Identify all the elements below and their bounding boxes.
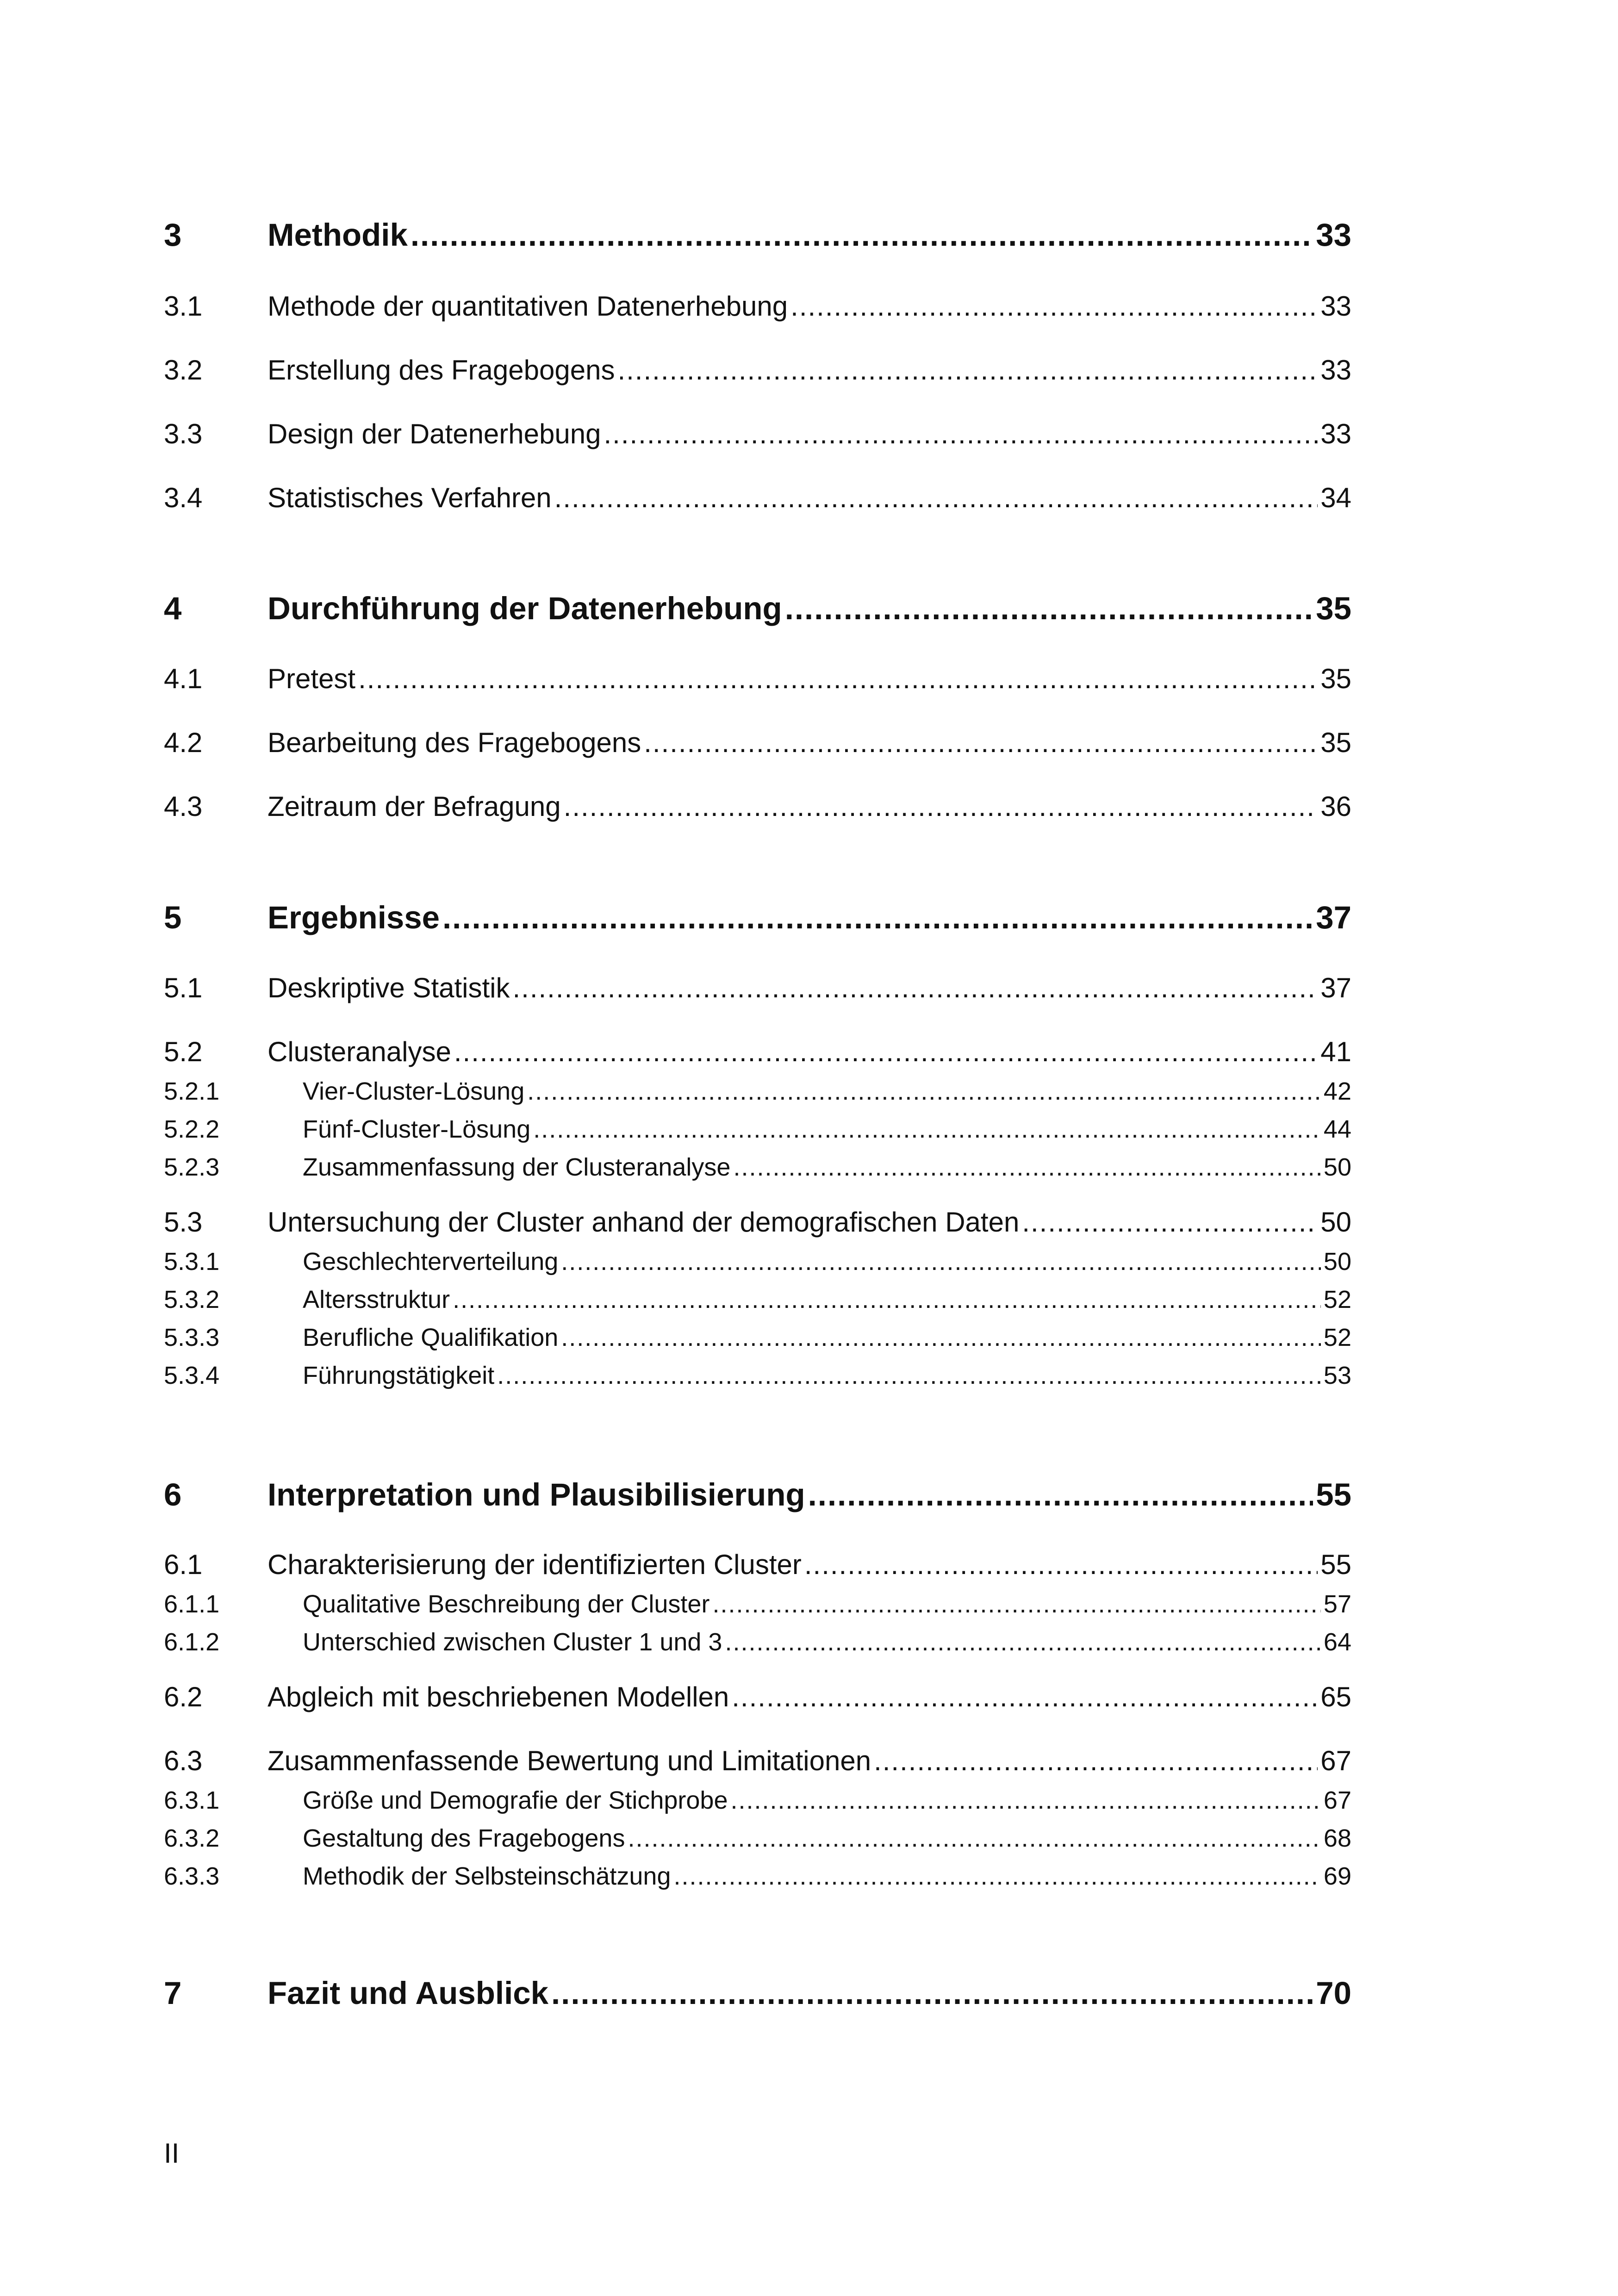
dot-leader: [454, 1036, 1318, 1068]
toc-subsection[interactable]: [164, 1153, 1351, 1182]
toc-section[interactable]: [164, 1681, 1351, 1713]
toc-title: Geschlechterverteilung: [303, 1248, 559, 1276]
toc-title: Qualitative Beschreibung der Cluster: [303, 1590, 710, 1618]
dot-leader: [561, 1247, 1321, 1276]
toc-title: Erstellung des Fragebogens: [268, 355, 615, 386]
toc-subsection[interactable]: [164, 1824, 1351, 1853]
toc-section[interactable]: [164, 482, 1351, 514]
toc-title: Ergebnisse: [268, 900, 440, 935]
page-number: II: [164, 2138, 180, 2169]
toc-number: 3.2: [164, 355, 203, 386]
dot-leader: [644, 727, 1318, 759]
toc-number: 5: [164, 900, 182, 935]
toc-number: 4.3: [164, 791, 203, 822]
toc-number: 6.3: [164, 1745, 203, 1776]
toc-subsection[interactable]: [164, 1077, 1351, 1106]
toc-number: 5.3: [164, 1207, 203, 1238]
dot-leader: [785, 590, 1313, 627]
toc-subsection[interactable]: [164, 1628, 1351, 1656]
toc-number: 5.3.1: [164, 1248, 220, 1276]
dot-leader: [732, 1681, 1318, 1713]
toc-page: 57: [1323, 1590, 1351, 1618]
toc-subsection[interactable]: [164, 1862, 1351, 1891]
toc-number: 5.3.2: [164, 1286, 220, 1313]
dot-leader: [358, 663, 1318, 695]
dot-leader: [442, 899, 1313, 936]
toc-number: 5.1: [164, 972, 203, 1003]
dot-leader: [561, 1323, 1321, 1352]
toc-section[interactable]: [164, 418, 1351, 450]
toc-number: 3.4: [164, 482, 203, 513]
toc-page: 64: [1323, 1628, 1351, 1656]
toc-page: 65: [1320, 1681, 1351, 1712]
toc-number: 5.2.1: [164, 1077, 220, 1105]
toc-title: Clusteranalyse: [268, 1036, 451, 1067]
toc-title: Berufliche Qualifikation: [303, 1324, 559, 1351]
toc-page: 50: [1320, 1207, 1351, 1238]
toc-page: 53: [1323, 1362, 1351, 1389]
toc-number: 7: [164, 1975, 182, 2011]
toc-page: 50: [1323, 1153, 1351, 1181]
dot-leader: [512, 972, 1318, 1004]
toc-subsection[interactable]: [164, 1285, 1351, 1314]
toc-page: 50: [1323, 1248, 1351, 1276]
toc-title: Zusammenfassende Bewertung und Limitationen: [268, 1745, 871, 1776]
toc-title: Fazit und Ausblick: [268, 1975, 548, 2011]
dot-leader: [712, 1590, 1320, 1618]
toc-page: 36: [1320, 791, 1351, 822]
dot-leader: [604, 418, 1318, 450]
toc-section[interactable]: [164, 790, 1351, 822]
toc-chapter[interactable]: [164, 1476, 1351, 1513]
toc-section[interactable]: [164, 972, 1351, 1004]
toc-title: Interpretation und Plausibilisierung: [268, 1477, 805, 1512]
toc-title: Design der Datenerhebung: [268, 418, 601, 449]
dot-leader: [804, 1549, 1318, 1580]
toc-page: 37: [1316, 900, 1351, 935]
toc-page: 70: [1316, 1975, 1351, 2011]
toc-number: 6.3.3: [164, 1862, 220, 1890]
toc-section[interactable]: [164, 663, 1351, 695]
toc-section[interactable]: [164, 1206, 1351, 1238]
toc-title: Altersstruktur: [303, 1286, 450, 1313]
toc-title: Zeitraum der Befragung: [268, 791, 561, 822]
toc-page: 69: [1323, 1862, 1351, 1890]
dot-leader: [554, 482, 1318, 514]
toc-title: Vier-Cluster-Lösung: [303, 1077, 525, 1105]
toc-page: 33: [1320, 418, 1351, 449]
toc-number: 5.2.3: [164, 1153, 220, 1181]
toc-chapter[interactable]: [164, 899, 1351, 936]
dot-leader: [617, 354, 1318, 386]
toc-page: 35: [1320, 663, 1351, 694]
dot-leader: [533, 1115, 1321, 1144]
toc-number: 5.2.2: [164, 1115, 220, 1143]
toc-page: 42: [1323, 1077, 1351, 1105]
toc-page: 34: [1320, 482, 1351, 513]
toc-page: 52: [1323, 1286, 1351, 1313]
toc-number: 4.2: [164, 727, 203, 758]
toc-title: Statistisches Verfahren: [268, 482, 552, 513]
dot-leader: [730, 1786, 1320, 1815]
toc-number: 6.2: [164, 1681, 203, 1712]
dot-leader: [1022, 1206, 1318, 1238]
toc-number: 3: [164, 217, 182, 253]
toc-subsection[interactable]: [164, 1247, 1351, 1276]
toc-section[interactable]: [164, 1549, 1351, 1580]
toc-title: Führungstätigkeit: [303, 1362, 495, 1389]
toc-number: 3.1: [164, 291, 203, 322]
toc-section[interactable]: [164, 727, 1351, 759]
toc-title: Bearbeitung des Fragebogens: [268, 727, 641, 758]
toc-number: 5.3.4: [164, 1362, 220, 1389]
toc-title: Untersuchung der Cluster anhand der demografischen Daten: [268, 1207, 1020, 1238]
toc-page: 41: [1320, 1036, 1351, 1067]
toc-title: Zusammenfassung der Clusteranalyse: [303, 1153, 731, 1181]
toc-number: 6.1.1: [164, 1590, 220, 1618]
toc-number: 6.3.1: [164, 1786, 220, 1814]
toc-title: Durchführung der Datenerhebung: [268, 591, 782, 626]
toc-page: 55: [1316, 1477, 1351, 1512]
dot-leader: [673, 1862, 1320, 1891]
toc-section[interactable]: [164, 1036, 1351, 1068]
toc-subsection[interactable]: [164, 1115, 1351, 1144]
toc-title: Abgleich mit beschriebenen Modellen: [268, 1681, 729, 1712]
toc-number: 6.1.2: [164, 1628, 220, 1656]
dot-leader: [790, 290, 1318, 322]
toc-number: 4: [164, 591, 182, 626]
toc-page: 33: [1316, 217, 1351, 253]
dot-leader: [527, 1077, 1321, 1106]
toc-number: 5.3.3: [164, 1324, 220, 1351]
toc-page: 52: [1323, 1324, 1351, 1351]
toc-subsection[interactable]: [164, 1361, 1351, 1390]
toc-number: 6: [164, 1477, 182, 1512]
dot-leader: [874, 1745, 1318, 1777]
toc-page: 33: [1320, 355, 1351, 386]
toc-title: Methode der quantitativen Datenerhebung: [268, 291, 788, 322]
toc-title: Deskriptive Statistik: [268, 972, 510, 1003]
toc-title: Methodik der Selbsteinschätzung: [303, 1862, 671, 1890]
dot-leader: [564, 790, 1318, 822]
toc-number: 3.3: [164, 418, 203, 449]
toc-page: 68: [1323, 1824, 1351, 1852]
toc-page: 35: [1320, 727, 1351, 758]
toc-page: 67: [1323, 1786, 1351, 1814]
toc-number: 5.2: [164, 1036, 203, 1067]
toc-title: Unterschied zwischen Cluster 1 und 3: [303, 1628, 722, 1656]
toc-section[interactable]: [164, 1745, 1351, 1777]
toc-title: Pretest: [268, 663, 356, 694]
dot-leader: [411, 217, 1313, 253]
toc-title: Methodik: [268, 217, 408, 253]
dot-leader: [733, 1153, 1320, 1182]
toc-section[interactable]: [164, 354, 1351, 386]
toc-number: 6.3.2: [164, 1824, 220, 1852]
dot-leader: [453, 1285, 1321, 1314]
toc-subsection[interactable]: [164, 1323, 1351, 1352]
toc-page: 33: [1320, 291, 1351, 322]
toc-title: Fünf-Cluster-Lösung: [303, 1115, 531, 1143]
toc-number: 4.1: [164, 663, 203, 694]
dot-leader: [497, 1361, 1321, 1390]
toc-page: 37: [1320, 972, 1351, 1003]
dot-leader: [628, 1824, 1320, 1853]
dot-leader: [551, 1975, 1313, 2011]
toc-chapter[interactable]: [164, 590, 1351, 627]
toc-page: 35: [1316, 591, 1351, 626]
toc-page: 44: [1323, 1115, 1351, 1143]
toc-title: Größe und Demografie der Stichprobe: [303, 1786, 728, 1814]
toc-page: 67: [1320, 1745, 1351, 1776]
toc-subsection[interactable]: [164, 1590, 1351, 1618]
toc-section[interactable]: [164, 290, 1351, 322]
dot-leader: [808, 1476, 1313, 1513]
toc-page: 55: [1320, 1549, 1351, 1580]
toc-chapter[interactable]: [164, 1975, 1351, 2011]
toc-title: Charakterisierung der identifizierten Cluster: [268, 1549, 802, 1580]
toc-number: 6.1: [164, 1549, 203, 1580]
toc-chapter[interactable]: [164, 217, 1351, 253]
dot-leader: [725, 1628, 1320, 1656]
toc-title: Gestaltung des Fragebogens: [303, 1824, 625, 1852]
toc-subsection[interactable]: [164, 1786, 1351, 1815]
